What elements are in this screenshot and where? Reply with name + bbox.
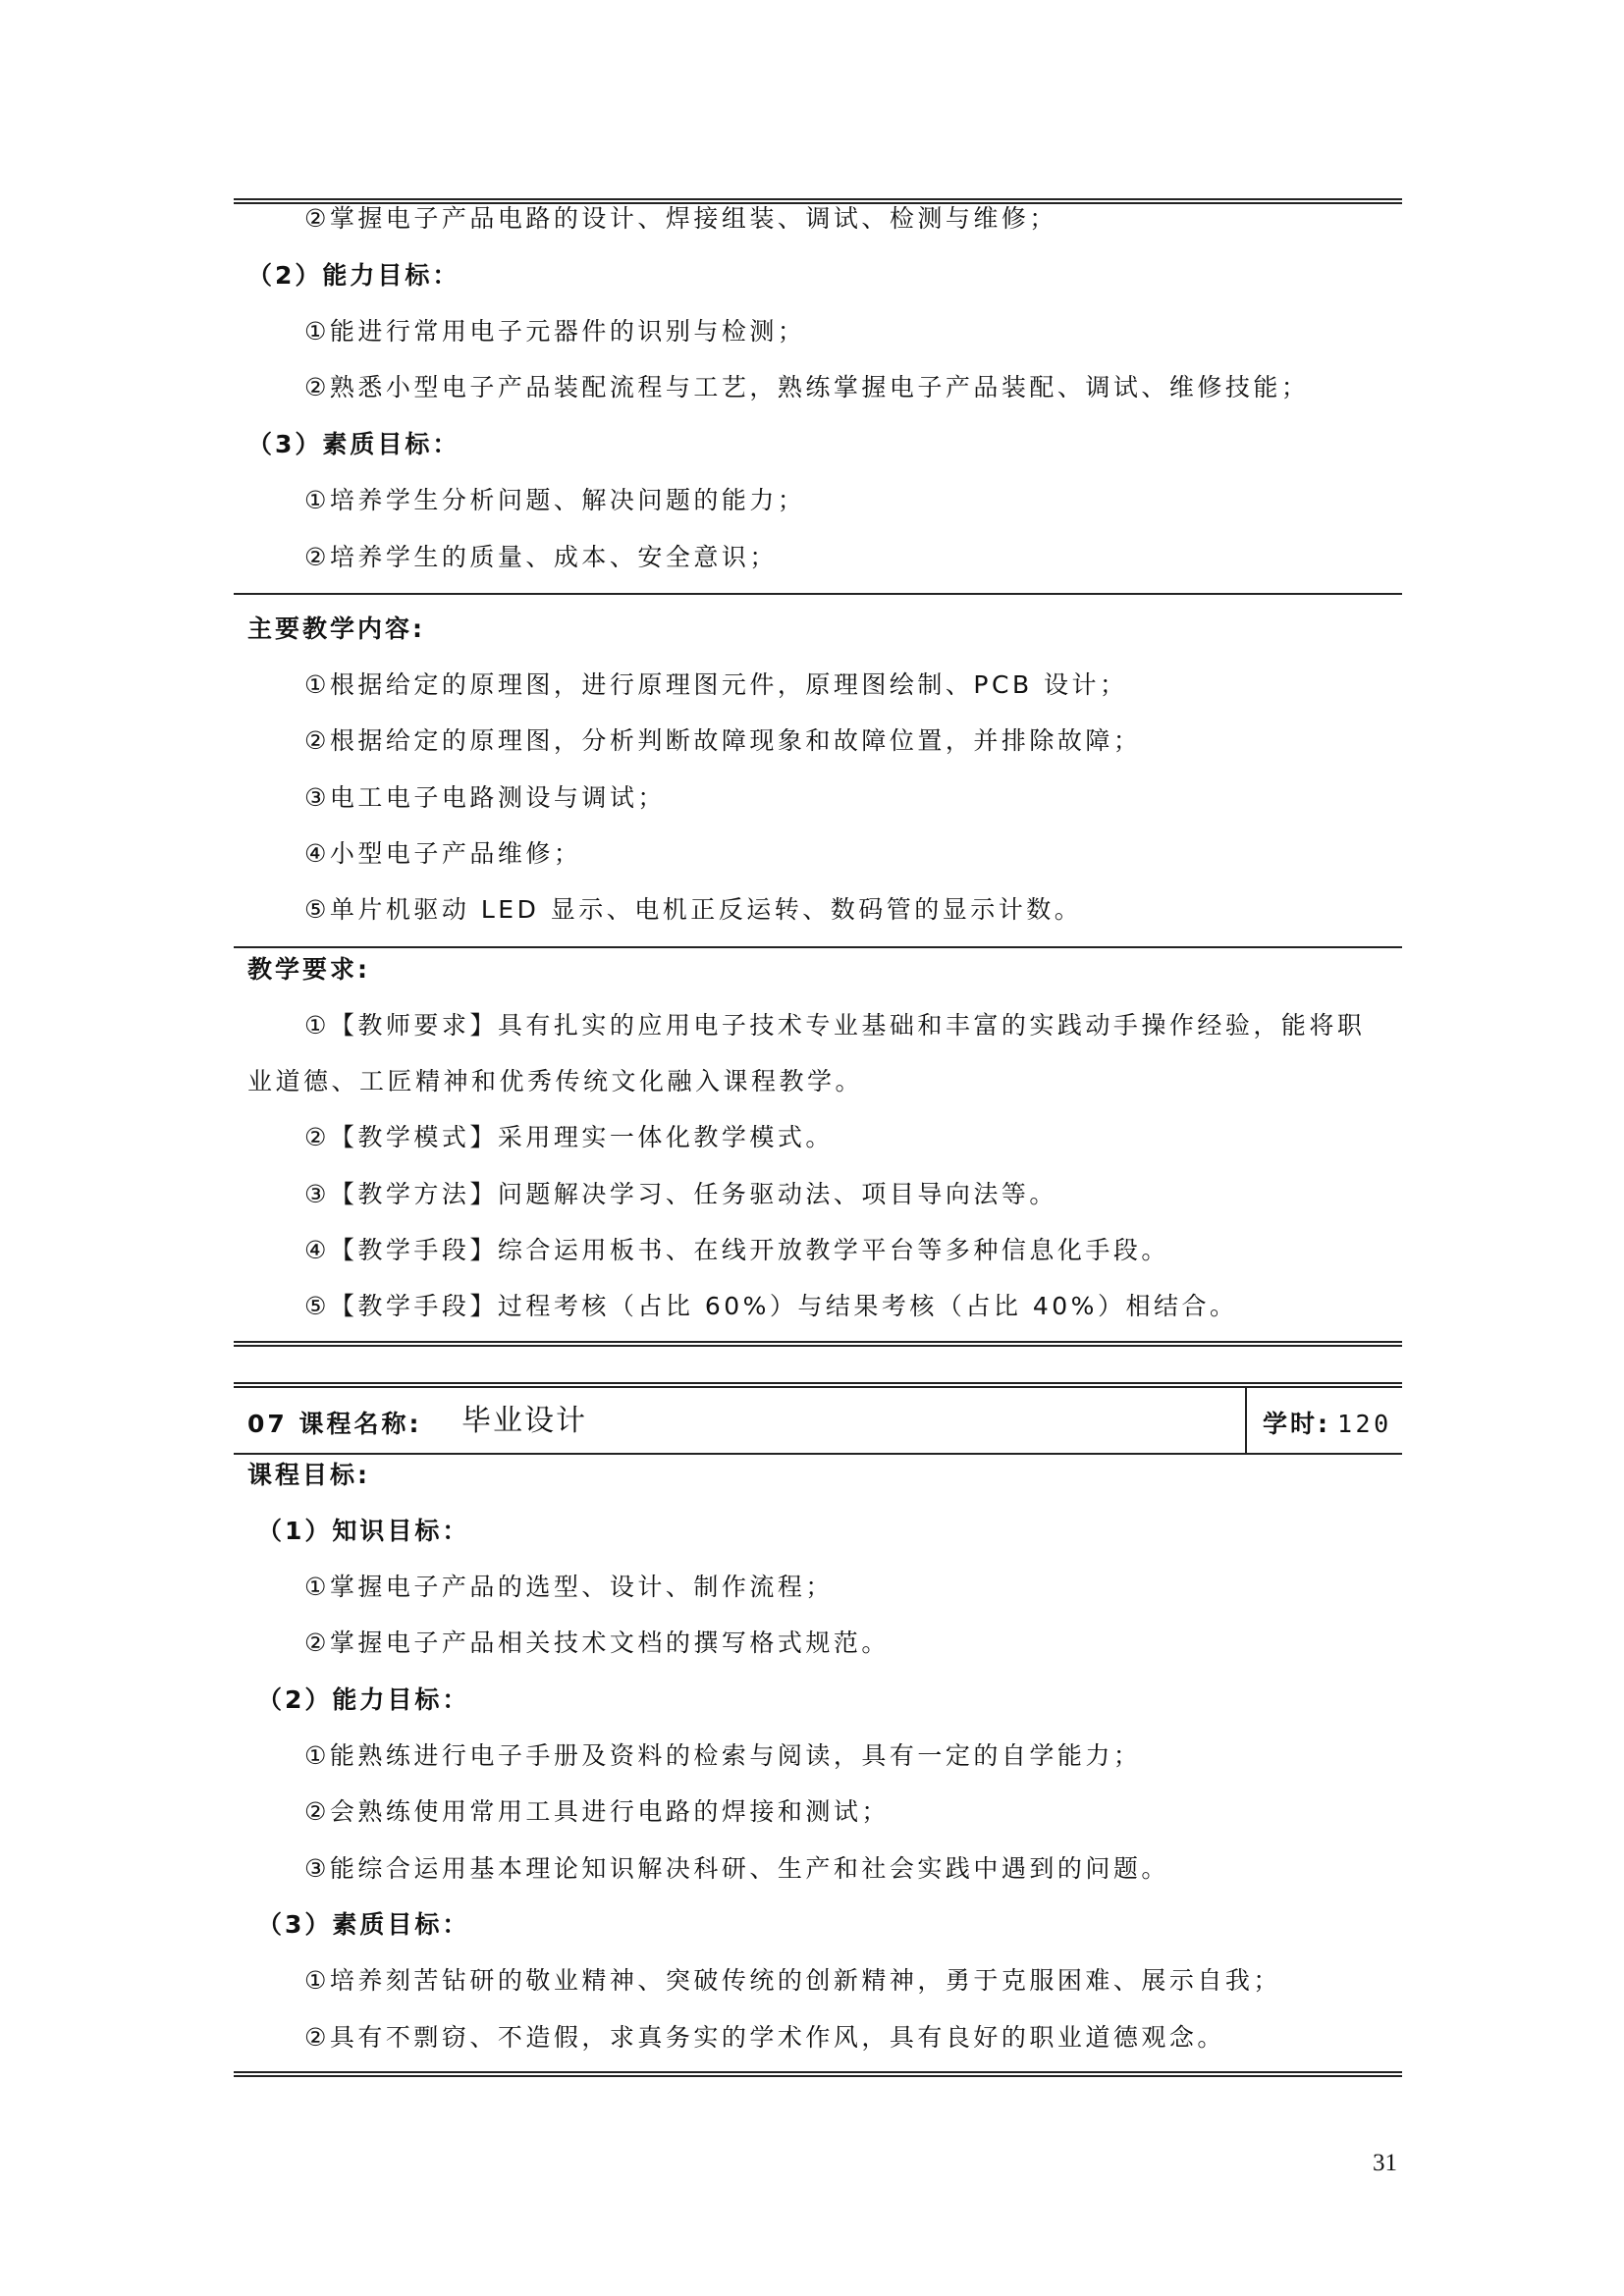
ability-item-1: ①能进行常用电子元器件的识别与检测； [304,317,806,346]
page-number: 31 [1373,2150,1397,2176]
hours-label: 学时: [1263,1410,1330,1438]
ability-heading: （2）能力目标： [257,1685,470,1714]
course-header-bottom-rule [234,1453,1402,1455]
quality-item-1: ①培养学生分析问题、解决问题的能力； [304,486,806,514]
requirement-item-1-cont: 业道德、工匠精神和优秀传统文化融入课程教学。 [247,1067,864,1095]
ability-item-2: ②会熟练使用常用工具进行电路的焊接和测试； [304,1797,890,1826]
section-end-rule [234,1341,1402,1347]
knowledge-item-1: ①掌握电子产品的选型、设计、制作流程； [304,1573,834,1601]
quality-item-2: ②具有不剽窃、不造假，求真务实的学术作风，具有良好的职业道德观念。 [304,2023,1225,2052]
divider [234,593,1402,595]
content-item-1: ①根据给定的原理图，进行原理图元件，原理图绘制、PCB 设计； [304,670,1128,699]
ability-item-3: ③能综合运用基本理论知识解决科研、生产和社会实践中遇到的问题。 [304,1854,1169,1883]
course-header-top-rule [234,1382,1402,1388]
requirement-item-5: ⑤【教学手段】过程考核（占比 60%）与结果考核（占比 40%）相结合。 [304,1292,1238,1320]
section-end-rule [234,2071,1402,2077]
divider [234,946,1402,948]
quality-item-2: ②培养学生的质量、成本、安全意识； [304,543,778,571]
content-item-5: ⑤单片机驱动 LED 显示、电机正反运转、数码管的显示计数。 [304,895,1083,924]
ability-item-1: ①能熟练进行电子手册及资料的检索与阅读，具有一定的自学能力； [304,1741,1142,1770]
ability-heading: （2）能力目标： [247,261,460,290]
goals-heading: 课程目标: [247,1461,370,1489]
knowledge-heading: （1）知识目标： [257,1517,470,1545]
course-name: 毕业设计 [461,1404,587,1438]
requirement-item-2: ②【教学模式】采用理实一体化教学模式。 [304,1123,834,1151]
header-cell-divider [1245,1388,1247,1453]
course-name-label: 07 课程名称: [247,1410,422,1438]
knowledge-item-2: ②掌握电子产品电路的设计、焊接组装、调试、检测与维修； [304,204,1057,233]
content-heading: 主要教学内容: [247,614,425,643]
requirement-item-1: ①【教师要求】具有扎实的应用电子技术专业基础和丰富的实践动手操作经验，能将职 [304,1011,1366,1040]
content-item-3: ③电工电子电路测设与调试； [304,783,666,812]
requirement-item-4: ④【教学手段】综合运用板书、在线开放教学平台等多种信息化手段。 [304,1236,1169,1264]
knowledge-item-2: ②掌握电子产品相关技术文档的撰写格式规范。 [304,1629,890,1657]
ability-item-2: ②熟悉小型电子产品装配流程与工艺，熟练掌握电子产品装配、调试、维修技能； [304,373,1310,401]
quality-heading: （3）素质目标： [247,430,460,458]
hours-value: 120 [1337,1410,1392,1438]
requirement-item-3: ③【教学方法】问题解决学习、任务驱动法、项目导向法等。 [304,1180,1057,1208]
quality-heading: （3）素质目标： [257,1910,470,1939]
content-item-4: ④小型电子产品维修； [304,839,582,868]
quality-item-1: ①培养刻苦钻研的敬业精神、突破传统的创新精神，勇于克服困难、展示自我； [304,1966,1281,1995]
requirements-heading: 教学要求: [247,955,370,984]
content-item-2: ②根据给定的原理图，分析判断故障现象和故障位置，并排除故障； [304,726,1142,755]
